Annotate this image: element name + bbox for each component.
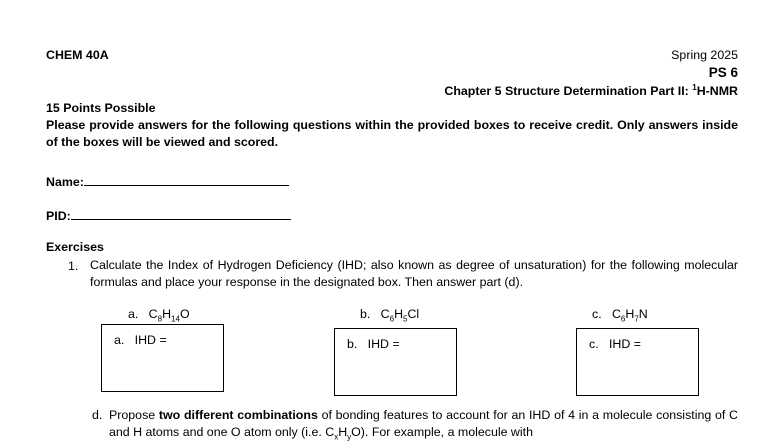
answer-box-b[interactable] [334, 328, 457, 396]
answer-box-c-label: c. IHD = [589, 337, 641, 351]
part-d-text: Propose two different combinations of bonding features to account for an IHD of 4 in a molecule consisting of C and H atoms and one O atom only (i.e. $C_xH_yO$). For example, a molecule with [109, 408, 739, 441]
instructions: Please provide answers for the following questions within the provided boxes to receive credit. Only answers inside of the boxes will be viewed and scored. [46, 118, 738, 149]
formula-b: b. $C_6H_5Cl$ [360, 307, 420, 324]
answer-box-a-label: a. IHD = [114, 333, 167, 347]
course-code: CHEM 40A [46, 48, 109, 62]
name-line [84, 174, 289, 186]
term: Spring 2025 [671, 48, 738, 62]
answer-box-a[interactable] [101, 324, 224, 392]
formula-a: a. $C_8H_{14}O$ [128, 307, 190, 324]
problem-set-title: PS 6 [708, 65, 738, 80]
question-number: 1. [68, 259, 79, 273]
name-field: Name: [46, 174, 289, 188]
answer-box-b-label: b. IHD = [347, 337, 400, 351]
formula-c: c. $C_6H_7N$ [592, 307, 648, 324]
answer-box-c[interactable] [576, 328, 699, 396]
pid-field: PID: [46, 208, 291, 222]
exercises-heading: Exercises [46, 240, 104, 254]
points-possible: 15 Points Possible [46, 101, 156, 115]
part-d-label: d. [92, 408, 103, 422]
pid-line [71, 208, 291, 220]
chapter-title: Chapter 5 Structure Determination Part II: $^1$H-NMR [444, 82, 738, 98]
question-1-text: Calculate the Index of Hydrogen Deficiency (IHD; also known as degree of unsaturation) for the following molecular formulas and place your response in the designated box. Then answer part (d). [90, 258, 738, 289]
